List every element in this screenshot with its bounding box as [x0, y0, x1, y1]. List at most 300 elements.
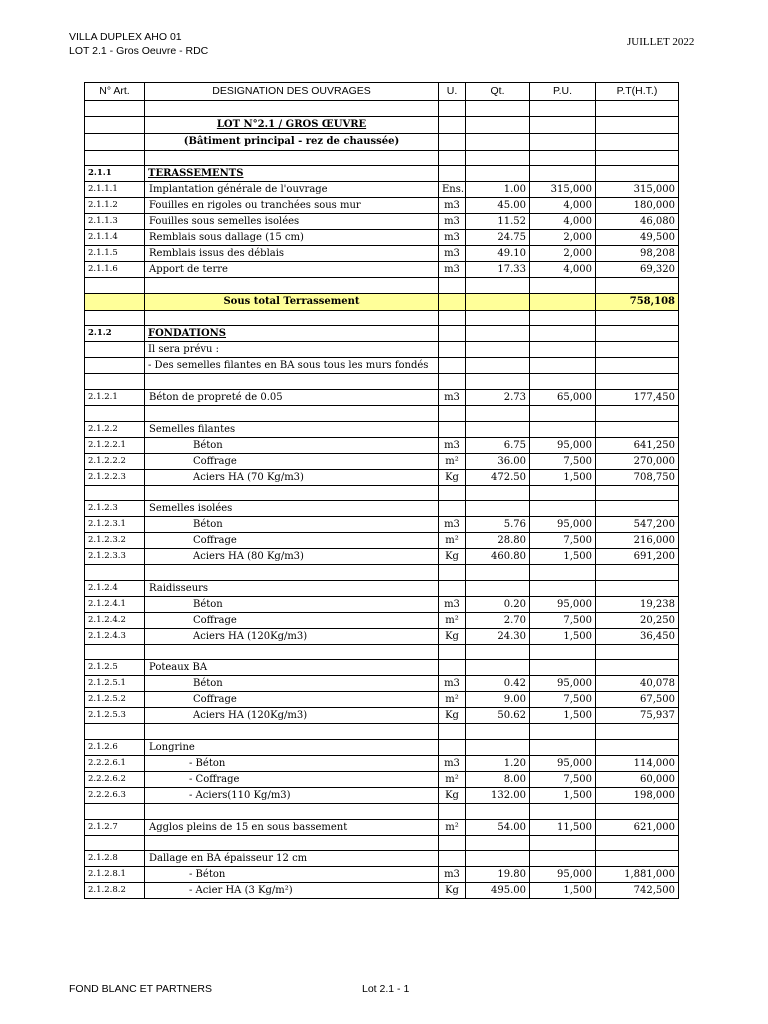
blank-row — [85, 835, 679, 851]
quantity-table — [84, 82, 679, 899]
cell-total-price — [596, 580, 679, 596]
cell-unit — [439, 166, 466, 182]
cell-total-price — [596, 803, 679, 819]
cell-total-price: 315,000 — [596, 182, 679, 198]
blank-row — [85, 310, 679, 326]
table-row — [85, 501, 679, 517]
cell-quantity — [466, 293, 530, 310]
cell-total-price — [596, 374, 679, 390]
cell-quantity — [466, 851, 530, 867]
cell-art-number: 2.1.2.7 — [85, 819, 145, 835]
cell-art-number: 2.1.2.4.2 — [85, 612, 145, 628]
table-row — [85, 533, 679, 549]
cell-unit — [439, 133, 466, 150]
cell-art-number: 2.1.1.1 — [85, 182, 145, 198]
cell-designation: Semelles filantes — [145, 421, 439, 437]
cell-unit — [439, 485, 466, 501]
cell-designation: Apport de terre — [145, 262, 439, 278]
cell-unit — [439, 342, 466, 358]
cell-designation: Béton de propreté de 0.05 — [145, 389, 439, 405]
cell-unit-price: 2,000 — [530, 246, 596, 262]
blank-row — [85, 803, 679, 819]
cell-unit — [439, 101, 466, 117]
cell-designation — [145, 310, 439, 326]
cell-art-number: 2.1.2.2.1 — [85, 437, 145, 453]
cell-unit-price — [530, 851, 596, 867]
cell-unit-price: 1,500 — [530, 708, 596, 724]
cell-total-price: 60,000 — [596, 771, 679, 787]
cell-total-price: 621,000 — [596, 819, 679, 835]
cell-unit: m3 — [439, 517, 466, 533]
cell-quantity — [466, 644, 530, 660]
cell-total-price — [596, 501, 679, 517]
cell-designation: - Béton — [145, 867, 439, 883]
cell-art-number: 2.1.1.4 — [85, 230, 145, 246]
cell-total-price: 641,250 — [596, 437, 679, 453]
cell-designation: Implantation générale de l'ouvrage — [145, 182, 439, 198]
cell-quantity: 19.80 — [466, 867, 530, 883]
col-header-art: N° Art. — [85, 83, 145, 101]
cell-unit — [439, 278, 466, 294]
document-date: JUILLET 2022 — [627, 36, 695, 48]
cell-quantity: 49.10 — [466, 246, 530, 262]
cell-unit: Kg — [439, 708, 466, 724]
cell-unit-price: 1,500 — [530, 549, 596, 565]
cell-unit-price — [530, 739, 596, 755]
cell-unit: m3 — [439, 596, 466, 612]
subtotal-row — [85, 293, 679, 310]
cell-quantity — [466, 150, 530, 166]
cell-designation: Béton — [145, 437, 439, 453]
cell-unit — [439, 116, 466, 133]
cell-quantity: 45.00 — [466, 198, 530, 214]
cell-total-price — [596, 310, 679, 326]
cell-total-price: 270,000 — [596, 453, 679, 469]
blank-row — [85, 405, 679, 421]
cell-designation: Dallage en BA épaisseur 12 cm — [145, 851, 439, 867]
cell-designation — [145, 150, 439, 166]
cell-designation — [145, 724, 439, 740]
cell-art-number: 2.1.2.8.2 — [85, 883, 145, 899]
cell-quantity: 2.73 — [466, 389, 530, 405]
cell-art-number — [85, 310, 145, 326]
cell-unit-price — [530, 293, 596, 310]
cell-designation: Fouilles en rigoles ou tranchées sous mur — [145, 198, 439, 214]
cell-unit: m² — [439, 453, 466, 469]
cell-unit-price: 1,500 — [530, 628, 596, 644]
cell-unit: m3 — [439, 262, 466, 278]
cell-total-price — [596, 485, 679, 501]
cell-designation: Fouilles sous semelles isolées — [145, 214, 439, 230]
cell-unit-price: 7,500 — [530, 453, 596, 469]
cell-unit-price — [530, 835, 596, 851]
cell-designation: Béton — [145, 676, 439, 692]
cell-unit: m² — [439, 692, 466, 708]
cell-unit — [439, 835, 466, 851]
table-row — [85, 660, 679, 676]
cell-art-number: 2.1.2.5 — [85, 660, 145, 676]
cell-total-price: 46,080 — [596, 214, 679, 230]
cell-unit-price — [530, 421, 596, 437]
cell-designation: Coffrage — [145, 533, 439, 549]
cell-total-price: 69,320 — [596, 262, 679, 278]
blank-row — [85, 101, 679, 117]
cell-quantity: 495.00 — [466, 883, 530, 899]
cell-art-number: 2.1.2.3.1 — [85, 517, 145, 533]
cell-art-number — [85, 342, 145, 358]
table-row — [85, 612, 679, 628]
cell-art-number: 2.2.2.6.2 — [85, 771, 145, 787]
cell-unit-price — [530, 310, 596, 326]
cell-designation — [145, 565, 439, 581]
cell-unit-price: 4,000 — [530, 214, 596, 230]
cell-designation: - Acier HA (3 Kg/m²) — [145, 883, 439, 899]
table-row — [85, 867, 679, 883]
cell-unit-price: 95,000 — [530, 755, 596, 771]
cell-total-price — [596, 739, 679, 755]
table-row — [85, 755, 679, 771]
cell-quantity — [466, 501, 530, 517]
table-row — [85, 851, 679, 867]
cell-unit: m3 — [439, 755, 466, 771]
cell-total-price: 40,078 — [596, 676, 679, 692]
cell-quantity — [466, 374, 530, 390]
cell-designation: - Coffrage — [145, 771, 439, 787]
cell-quantity: 2.70 — [466, 612, 530, 628]
cell-unit: Kg — [439, 883, 466, 899]
cell-unit-price: 95,000 — [530, 437, 596, 453]
lot-name: LOT 2.1 - Gros Oeuvre - RDC — [69, 45, 209, 57]
cell-designation: Béton — [145, 517, 439, 533]
table-row — [85, 708, 679, 724]
col-header-quantity: Qt. — [466, 83, 530, 101]
cell-total-price — [596, 326, 679, 342]
cell-art-number — [85, 405, 145, 421]
cell-unit-price — [530, 101, 596, 117]
cell-total-price — [596, 116, 679, 133]
cell-total-price: 180,000 — [596, 198, 679, 214]
cell-unit-price: 315,000 — [530, 182, 596, 198]
cell-total-price: 198,000 — [596, 787, 679, 803]
cell-art-number — [85, 565, 145, 581]
cell-unit — [439, 660, 466, 676]
cell-designation: - Des semelles filantes en BA sous tous les murs fondés — [145, 358, 439, 374]
cell-unit — [439, 405, 466, 421]
table-row — [85, 692, 679, 708]
cell-designation: Sous total Terrassement — [145, 293, 439, 310]
cell-unit-price — [530, 485, 596, 501]
cell-designation — [145, 835, 439, 851]
cell-quantity — [466, 739, 530, 755]
col-header-unit-price: P.U. — [530, 83, 596, 101]
cell-total-price: 691,200 — [596, 549, 679, 565]
cell-total-price — [596, 724, 679, 740]
cell-designation — [145, 166, 439, 182]
cell-unit-price — [530, 501, 596, 517]
cell-unit-price: 7,500 — [530, 771, 596, 787]
table-row — [85, 676, 679, 692]
designation-text: LOT N°2.1 / GROS ŒUVRE — [216, 119, 367, 131]
cell-total-price — [596, 421, 679, 437]
cell-total-price — [596, 133, 679, 150]
cell-unit: m3 — [439, 867, 466, 883]
cell-quantity — [466, 580, 530, 596]
cell-quantity: 36.00 — [466, 453, 530, 469]
table-row — [85, 230, 679, 246]
cell-designation: Coffrage — [145, 692, 439, 708]
cell-unit: Kg — [439, 469, 466, 485]
cell-unit-price — [530, 326, 596, 342]
cell-unit: m3 — [439, 246, 466, 262]
cell-art-number — [85, 485, 145, 501]
cell-designation — [145, 803, 439, 819]
table-row — [85, 246, 679, 262]
designation-text: TERASSEMENTS — [148, 168, 244, 180]
blank-row — [85, 150, 679, 166]
cell-unit-price: 1,500 — [530, 787, 596, 803]
cell-unit — [439, 310, 466, 326]
table-row — [85, 580, 679, 596]
cell-art-number: 2.1.1 — [85, 166, 145, 182]
table-row — [85, 787, 679, 803]
table-row — [85, 389, 679, 405]
cell-total-price: 19,238 — [596, 596, 679, 612]
cell-art-number — [85, 835, 145, 851]
cell-designation — [145, 116, 439, 133]
table-row — [85, 739, 679, 755]
cell-quantity: 24.30 — [466, 628, 530, 644]
cell-unit-price: 7,500 — [530, 692, 596, 708]
cell-quantity: 472.50 — [466, 469, 530, 485]
table-row — [85, 469, 679, 485]
cell-unit — [439, 580, 466, 596]
cell-unit — [439, 851, 466, 867]
footer-page-number: Lot 2.1 - 1 — [362, 983, 410, 995]
cell-designation — [145, 326, 439, 342]
cell-art-number: 2.1.1.3 — [85, 214, 145, 230]
cell-unit-price — [530, 166, 596, 182]
blank-row — [85, 644, 679, 660]
cell-quantity — [466, 485, 530, 501]
cell-unit-price — [530, 660, 596, 676]
cell-quantity: 54.00 — [466, 819, 530, 835]
cell-unit-price — [530, 724, 596, 740]
cell-designation: Remblais sous dallage (15 cm) — [145, 230, 439, 246]
cell-unit: m3 — [439, 230, 466, 246]
table-row — [85, 819, 679, 835]
cell-designation: Agglos pleins de 15 en sous bassement — [145, 819, 439, 835]
cell-quantity — [466, 405, 530, 421]
footer-company: FOND BLANC ET PARTNERS — [69, 983, 212, 995]
blank-row — [85, 724, 679, 740]
cell-unit — [439, 326, 466, 342]
cell-quantity — [466, 803, 530, 819]
cell-unit-price — [530, 358, 596, 374]
cell-quantity: 6.75 — [466, 437, 530, 453]
cell-total-price: 75,937 — [596, 708, 679, 724]
table-row — [85, 182, 679, 198]
cell-designation — [145, 278, 439, 294]
cell-art-number: 2.1.2.2.2 — [85, 453, 145, 469]
cell-art-number — [85, 803, 145, 819]
cell-quantity — [466, 133, 530, 150]
cell-total-price — [596, 835, 679, 851]
cell-quantity: 460.80 — [466, 549, 530, 565]
table-row — [85, 198, 679, 214]
cell-quantity: 28.80 — [466, 533, 530, 549]
table-row — [85, 628, 679, 644]
cell-unit-price: 11,500 — [530, 819, 596, 835]
cell-art-number: 2.2.2.6.3 — [85, 787, 145, 803]
cell-unit-price: 4,000 — [530, 198, 596, 214]
cell-total-price — [596, 278, 679, 294]
cell-designation — [145, 644, 439, 660]
cell-designation: - Béton — [145, 755, 439, 771]
cell-unit-price: 95,000 — [530, 676, 596, 692]
cell-unit-price: 95,000 — [530, 517, 596, 533]
cell-total-price: 114,000 — [596, 755, 679, 771]
cell-unit-price — [530, 116, 596, 133]
cell-unit-price: 1,500 — [530, 883, 596, 899]
cell-quantity: 1.20 — [466, 755, 530, 771]
cell-designation: Aciers HA (120Kg/m3) — [145, 628, 439, 644]
document-header — [69, 30, 208, 58]
cell-total-price: 216,000 — [596, 533, 679, 549]
cell-quantity — [466, 101, 530, 117]
cell-unit — [439, 644, 466, 660]
cell-total-price — [596, 644, 679, 660]
cell-art-number: 2.1.2.3 — [85, 501, 145, 517]
cell-unit — [439, 565, 466, 581]
cell-art-number — [85, 150, 145, 166]
cell-designation: Aciers HA (70 Kg/m3) — [145, 469, 439, 485]
cell-quantity — [466, 342, 530, 358]
blank-row — [85, 485, 679, 501]
cell-unit — [439, 803, 466, 819]
cell-unit — [439, 150, 466, 166]
cell-designation: Raidisseurs — [145, 580, 439, 596]
cell-unit: m3 — [439, 198, 466, 214]
project-name: VILLA DUPLEX AHO 01 — [69, 31, 182, 43]
cell-quantity — [466, 565, 530, 581]
cell-art-number — [85, 374, 145, 390]
cell-unit-price — [530, 150, 596, 166]
cell-unit-price — [530, 278, 596, 294]
cell-art-number — [85, 293, 145, 310]
cell-art-number — [85, 278, 145, 294]
cell-total-price — [596, 405, 679, 421]
cell-unit-price — [530, 405, 596, 421]
table-row — [85, 437, 679, 453]
cell-total-price: 758,108 — [596, 293, 679, 310]
cell-designation: Coffrage — [145, 612, 439, 628]
cell-art-number — [85, 724, 145, 740]
cell-unit: Kg — [439, 549, 466, 565]
cell-quantity: 0.42 — [466, 676, 530, 692]
cell-unit: m² — [439, 612, 466, 628]
cell-quantity — [466, 278, 530, 294]
cell-quantity: 17.33 — [466, 262, 530, 278]
cell-unit — [439, 421, 466, 437]
cell-quantity — [466, 326, 530, 342]
table-row — [85, 214, 679, 230]
cell-art-number — [85, 101, 145, 117]
cell-art-number: 2.1.2.5.1 — [85, 676, 145, 692]
cell-designation: Béton — [145, 596, 439, 612]
cell-unit-price: 1,500 — [530, 469, 596, 485]
cell-designation: Poteaux BA — [145, 660, 439, 676]
cell-unit-price — [530, 580, 596, 596]
cell-total-price: 742,500 — [596, 883, 679, 899]
table-row — [85, 883, 679, 899]
cell-art-number — [85, 116, 145, 133]
cell-quantity: 5.76 — [466, 517, 530, 533]
cell-total-price — [596, 565, 679, 581]
cell-quantity: 11.52 — [466, 214, 530, 230]
blank-row — [85, 278, 679, 294]
cell-unit-price: 7,500 — [530, 533, 596, 549]
cell-art-number: 2.1.2.4.3 — [85, 628, 145, 644]
cell-art-number — [85, 644, 145, 660]
cell-total-price: 20,250 — [596, 612, 679, 628]
table-row — [85, 262, 679, 278]
col-header-total-price: P.T(H.T.) — [596, 83, 679, 101]
cell-art-number: 2.1.2 — [85, 326, 145, 342]
cell-unit — [439, 293, 466, 310]
cell-unit — [439, 739, 466, 755]
cell-designation: Aciers HA (80 Kg/m3) — [145, 549, 439, 565]
cell-designation: Longrine — [145, 739, 439, 755]
cell-designation — [145, 405, 439, 421]
cell-art-number: 2.1.2.8 — [85, 851, 145, 867]
cell-total-price — [596, 150, 679, 166]
cell-unit-price — [530, 644, 596, 660]
cell-total-price — [596, 101, 679, 117]
cell-unit-price: 4,000 — [530, 262, 596, 278]
cell-total-price: 1,881,000 — [596, 867, 679, 883]
cell-unit-price: 7,500 — [530, 612, 596, 628]
cell-unit-price: 95,000 — [530, 867, 596, 883]
cell-art-number: 2.1.2.2 — [85, 421, 145, 437]
cell-unit-price — [530, 803, 596, 819]
cell-unit: m3 — [439, 676, 466, 692]
table-header-row — [85, 83, 679, 101]
cell-quantity: 50.62 — [466, 708, 530, 724]
cell-quantity — [466, 310, 530, 326]
cell-unit — [439, 358, 466, 374]
cell-quantity — [466, 166, 530, 182]
table-row — [85, 166, 679, 182]
cell-quantity: 9.00 — [466, 692, 530, 708]
table-row — [85, 133, 679, 150]
cell-quantity: 132.00 — [466, 787, 530, 803]
cell-quantity — [466, 660, 530, 676]
cell-art-number: 2.1.1.6 — [85, 262, 145, 278]
cell-art-number: 2.1.2.1 — [85, 389, 145, 405]
cell-quantity: 8.00 — [466, 771, 530, 787]
cell-unit-price — [530, 565, 596, 581]
cell-art-number: 2.1.2.6 — [85, 739, 145, 755]
cell-unit — [439, 724, 466, 740]
cell-unit: m3 — [439, 389, 466, 405]
table-row — [85, 453, 679, 469]
cell-unit-price: 2,000 — [530, 230, 596, 246]
cell-designation: Il sera prévu : — [145, 342, 439, 358]
cell-designation — [145, 101, 439, 117]
cell-total-price: 98,208 — [596, 246, 679, 262]
cell-quantity — [466, 116, 530, 133]
blank-row — [85, 565, 679, 581]
